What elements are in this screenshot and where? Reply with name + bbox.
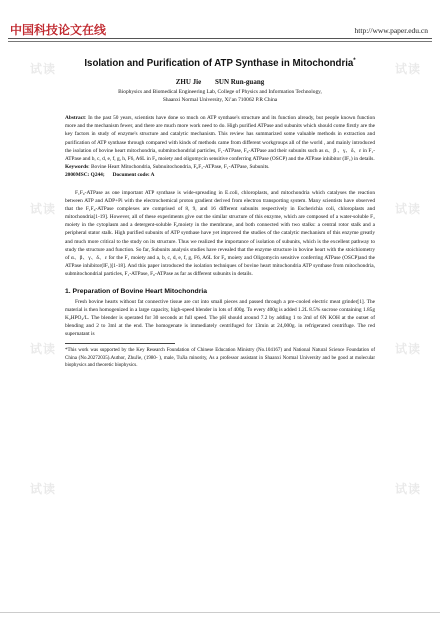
title-text: Isolation and Purification of ATP Synthase in Mitochondria (84, 58, 354, 70)
watermark: 试读 (395, 482, 422, 496)
watermark: 试读 (395, 62, 422, 76)
watermark: 试读 (30, 482, 57, 496)
journal-logo (10, 22, 106, 36)
section-paragraph: Fresh bovine hearts without fat connective tissue are cut into small pieces and passed through a pre-cooled electric meat grinder[1]. The material is then homogenized in a large capacity, high-speed blender in lots of 400g. To every 400g is added 1.2L 8.5% sucrose containing 1.85g K₂HPO₄/L. The blender is operated for 30 seconds at full speed. The pH should around 7.2 by adding 1 to 2ml of 6N KOH at the outset of blending and 2 to 3ml at the end. The homogenate is immediately centrifuged for 13min at 24,000g. in refrigerated centrifuge. The red supernatant is (65, 299, 375, 338)
header-url[interactable]: http://www.paper.edu.cn (354, 26, 428, 35)
affiliation-line: Biophysics and Biomedical Engineering Lab, College of Physics and Information Technology, (118, 89, 322, 96)
paper-title (65, 58, 375, 69)
keywords (65, 163, 375, 171)
classification (65, 171, 375, 179)
doc-code-value: : A (147, 171, 155, 178)
watermark: 试读 (30, 62, 57, 76)
logo-text: 中国科技论文在线 (10, 22, 107, 37)
page-bottom-rule (0, 612, 440, 613)
keywords-text: : Bovine Heart Mitochondria, Subnuitochondria, F₀F₁-ATPase, F₁-ATPase, Subunits. (88, 163, 270, 170)
affiliation (65, 88, 375, 104)
introduction-paragraph: F₁F₀-ATPase as one important ATP synthase is wide-spreading in E.coli, chloroplasts, and mitochondria which catalyses the reaction between ATP and ADP+Pi with the electrochemical proton gradient derived from electron transporting system. Many scientists have observed that the F₁F₀-ATPase complexes are comprised of 8, 9, and 16 different subunits respectively in Escherichia coli, chloroplasts and mitochondria[1-19]. However, all of these experiments give out the similar structure of this enzyme, which are composed of a water-soluble F₁ moiety in the cytoplasm and a detergent-soluble F₀moiety in the membrane, and both connected with two stalks: a central rotor stalk and a peripheral stator stalk. High purified subunits of ATP synthase have yet improved the studies of the catalytic mechanism of this enzyme greatly and much more critical to the study on its structure. Thus we realized the importance of isolation of subunits, which is the excellent pathway to study the structure and function. So far, Subunits analysis studies have revealed that the enzyme structure in bovine heart with the stoichiometry of α、β、γ、δ、ε for the F₁ moiety and a, b, c, d, e, f, g, F6, A6L for F₀ moiety and Oligomycin sensitive conferring ATPase (OSCP)and the ATPase inhibitor(IF₁)[1-18]. And this paper introduced the isolation techniques of bovine heart mitochondria ATP synthase from mitochondria, submitochondrial particles, F₁-ATPase, F₀-ATPase as far as different subunits in details. (65, 189, 375, 277)
abstract-text: : In the past 50 years, scientists have done so much on ATP synthase's structure and its function already, but people known function more and the mechanism fewer, and there are much more work need to do. High purified ATPase and subunits which should come firstly are the key factors in study of enzyme's structure and catalytic mechanism. This review has summarized some valuable methods in extraction and purification of ATP synthase through compared with kinds of methods came from different workgroups all of the world , and mainly introduced the isolation of bovine heart mitochondria, submitochondrial particles, F₁-ATPase, F₀-ATPase and their subunits such as α、β 、γ、δ、ε in F₁-ATPase and b, c, d, e, f, g, h, F6, A6L in F₀ moiety and oligomycin sensitive conferring ATPase (OSCP) and the ATPase inhibitor (IF₁) in details. (65, 115, 375, 162)
header-rule-thin (8, 41, 432, 42)
footnote-rule (65, 343, 175, 344)
watermark: 试读 (30, 342, 57, 356)
author-list (65, 78, 375, 86)
doc-code-label: Document code (112, 171, 148, 178)
title-footnote-mark: * (353, 58, 356, 64)
watermark: 试读 (30, 202, 57, 216)
header-rule (8, 38, 432, 39)
paper-content (65, 50, 375, 370)
author-name: SUN Run-guang (215, 78, 265, 87)
section-heading: 1. Preparation of Bovine Heart Mitochondria (65, 288, 208, 296)
watermark: 试读 (395, 342, 422, 356)
msc-value: : Q244; (87, 171, 105, 178)
msc-label: 2000MSC (65, 171, 88, 178)
affiliation-line: Shaanxi Normal University, Xi’an 710062 P.R China (162, 97, 278, 104)
footnote: *This work was supported by the Key Research Foundation of Chinese Education Ministry (No.104167) and National Natural Science Foundation of China (No.20272035).Author, ZhuJie, (1980- ), male, TuJia minority, As a professor assistant in Shaanxi Normal University and be good at molecular biophysics and theoretic biophysics. (65, 348, 375, 369)
abstract (65, 114, 375, 163)
page-header (0, 0, 440, 38)
abstract-label: Abstract (65, 115, 85, 122)
watermark: 试读 (395, 202, 422, 216)
author-name: ZHU Jie (175, 78, 202, 87)
keywords-label: Keywords (65, 163, 89, 170)
